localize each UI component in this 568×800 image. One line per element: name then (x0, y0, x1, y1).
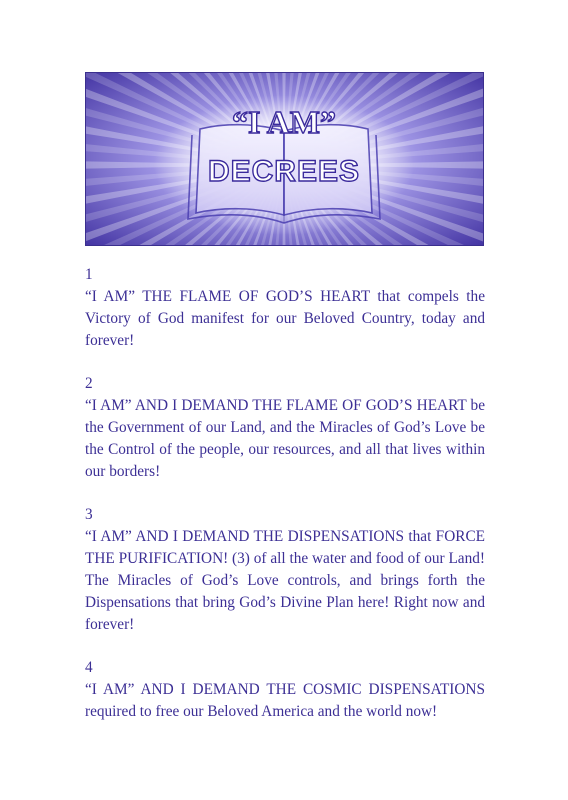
banner-artwork (86, 73, 483, 245)
banner-title-line1: “I AM” (232, 104, 336, 140)
decree-text: “I AM” AND I DEMAND THE DISPENSATIONS that FORCE THE PURIFICATION! (3) of all the water and food of our Land! The Miracles of God’s Love controls, and brings forth the Dispensations that bring God’s Divine Plan here! Right now and forever! (85, 528, 485, 633)
decree-item (85, 264, 485, 352)
decree-number: 3 (85, 506, 93, 523)
decree-item (85, 504, 485, 636)
banner-title-line2: DECREES (207, 155, 361, 188)
decree-number: 1 (85, 266, 93, 283)
decree-text: “I AM” THE FLAME OF GOD’S HEART that compels the Victory of God manifest for our Beloved Country, today and forever! (85, 288, 485, 349)
decree-number: 2 (85, 375, 93, 392)
i-am-decrees-banner (85, 72, 484, 246)
decree-text: “I AM” AND I DEMAND THE FLAME OF GOD’S HEART be the Government of our Land, and the Miracles of God’s Love be the Control of the people, our resources, and all that lives within our borders! (85, 397, 485, 480)
decree-item (85, 373, 485, 483)
decree-text: “I AM” AND I DEMAND THE COSMIC DISPENSATIONS required to free our Beloved America and the world now! (85, 681, 485, 720)
decree-list (85, 264, 485, 744)
decree-item (85, 657, 485, 723)
decree-number: 4 (85, 659, 93, 676)
